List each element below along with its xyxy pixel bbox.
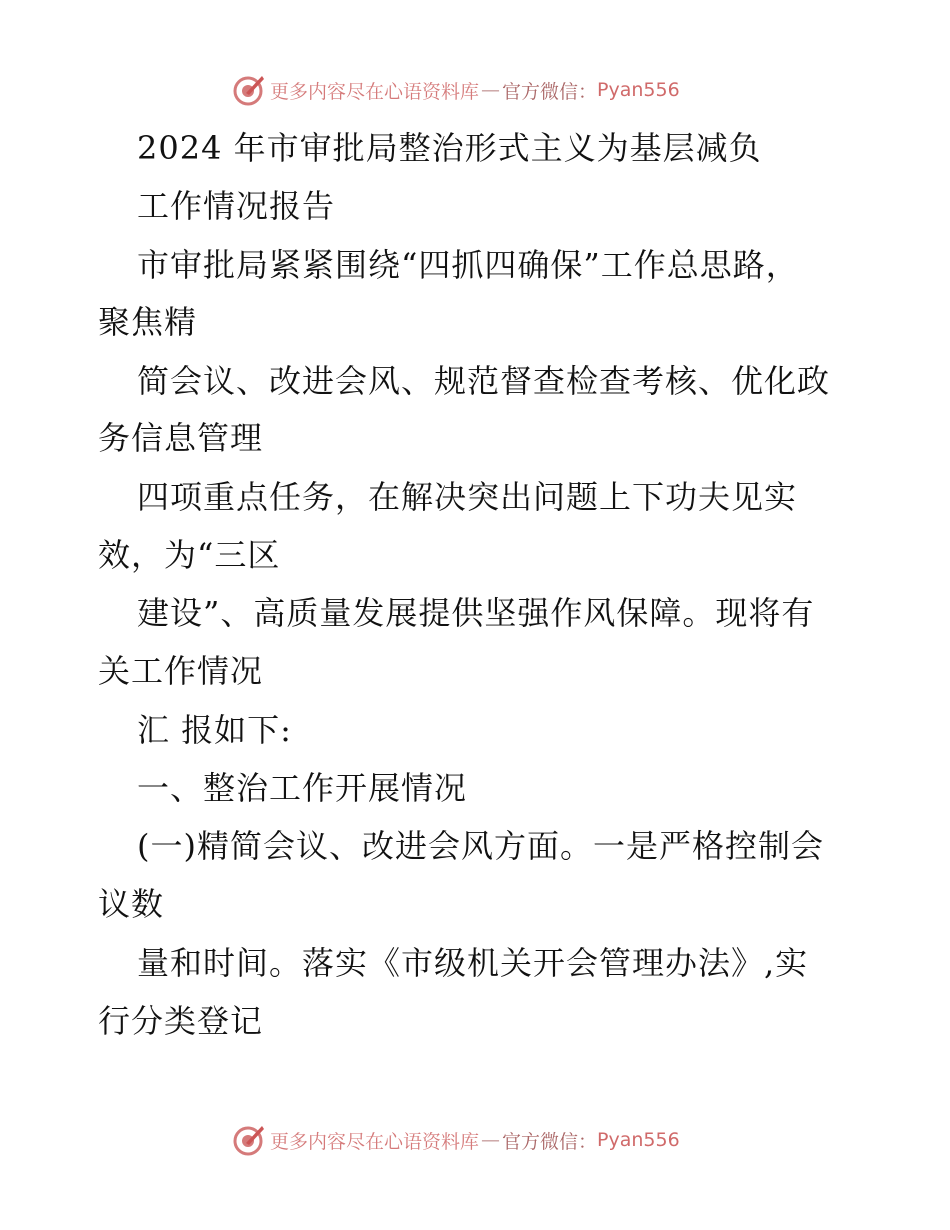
paragraph-line: 关工作情况	[98, 652, 264, 690]
paragraph-line: 聚焦精	[98, 303, 198, 341]
watermark-brand: 更多内容尽在心语资料库	[270, 80, 480, 103]
paragraph-line: 市审批局紧紧围绕“四抓四确保”工作总思路，	[137, 246, 799, 284]
paragraph-line: 量和时间。落实《市级机关开会管理办法》,实	[137, 944, 809, 982]
quill-seal-icon	[232, 1123, 266, 1157]
footer-watermark	[232, 1120, 752, 1160]
watermark-wechat-id: Pyan556	[597, 1129, 680, 1151]
watermark-dash: —	[481, 1129, 501, 1151]
watermark-label: 官方微信：	[502, 1130, 598, 1153]
paragraph-line: 行分类登记	[98, 1002, 264, 1040]
document-subtitle: 工作情况报告	[137, 187, 336, 225]
paragraph-line: 建设”、高质量发展提供坚强作风保障。现将有	[137, 594, 815, 632]
watermark-label: 官方微信：	[502, 80, 598, 103]
paragraph-line: 简会议、改进会风、规范督查检查考核、优化政	[137, 362, 831, 400]
paragraph-line: 议数	[98, 885, 165, 923]
paragraph-line: 汇 报如下:	[137, 711, 292, 749]
paragraph-line: (一)精简会议、改进会风方面。一是严格控制会	[137, 827, 824, 865]
document-title: 2024 年市审批局整治形式主义为基层减负	[137, 129, 762, 167]
watermark-wechat-id: Pyan556	[597, 79, 680, 101]
paragraph-line: 四项重点任务，在解决突出问题上下功夫见实	[137, 478, 798, 516]
header-watermark	[232, 70, 752, 110]
watermark-dash: —	[481, 79, 501, 101]
watermark-brand: 更多内容尽在心语资料库	[270, 1130, 480, 1153]
section-heading: 一、整治工作开展情况	[137, 769, 468, 807]
paragraph-line: 务信息管理	[98, 419, 264, 457]
quill-seal-icon	[232, 73, 266, 107]
paragraph-line: 效，为“三区	[98, 536, 281, 574]
